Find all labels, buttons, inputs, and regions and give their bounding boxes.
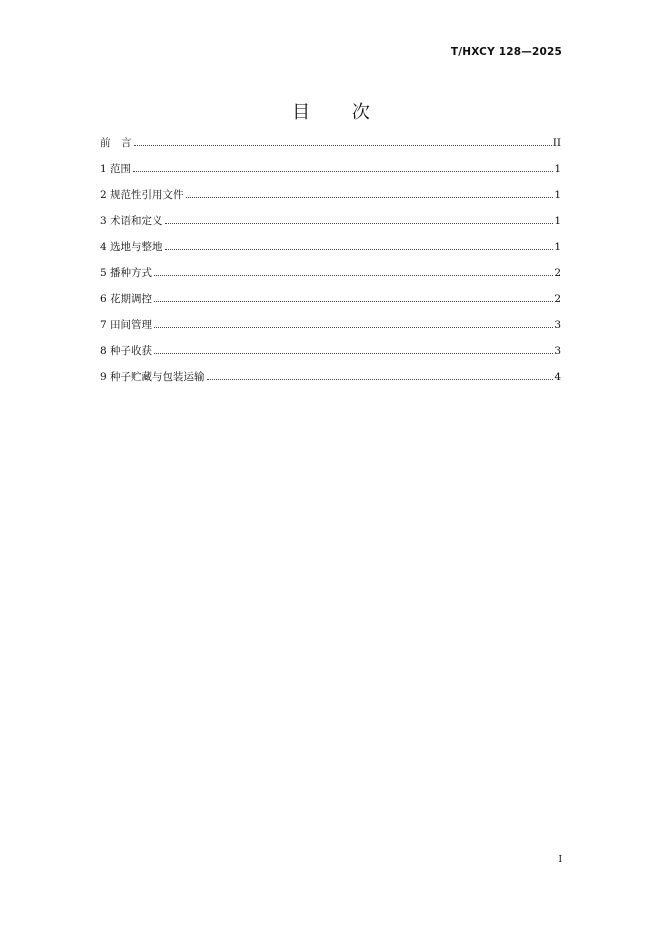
toc-entry-field-management[interactable] xyxy=(100,318,561,344)
toc-entry-seed-harvest[interactable] xyxy=(100,344,561,370)
toc-entry-label: 7 田间管理 xyxy=(100,319,153,331)
toc-entry-site-selection[interactable] xyxy=(100,240,561,266)
toc-entry-flowering-regulation[interactable] xyxy=(100,292,561,318)
toc-entry-page: 1 xyxy=(554,163,561,175)
toc-entry-label: 9 种子贮藏与包装运输 xyxy=(100,371,205,383)
toc-leader-dots xyxy=(154,353,553,354)
toc-entry-page: 1 xyxy=(554,241,561,253)
toc-entry-label: 6 花期调控 xyxy=(100,293,153,305)
toc-list xyxy=(100,136,561,396)
toc-entry-label: 3 术语和定义 xyxy=(100,215,163,227)
toc-entry-normative-references[interactable] xyxy=(100,188,561,214)
toc-entry-page: 2 xyxy=(554,293,561,305)
toc-entry-page: 3 xyxy=(554,319,561,331)
toc-leader-dots xyxy=(165,249,554,250)
toc-entry-foreword[interactable] xyxy=(100,136,561,162)
toc-leader-dots xyxy=(186,197,554,198)
toc-leader-dots xyxy=(133,171,553,172)
toc-entry-label: 2 规范性引用文件 xyxy=(100,189,184,201)
toc-entry-page: 1 xyxy=(554,189,561,201)
toc-leader-dots xyxy=(165,223,554,224)
toc-entry-page: II xyxy=(552,137,561,149)
toc-leader-dots xyxy=(154,301,553,302)
toc-title: 目 次 xyxy=(292,102,388,123)
toc-entry-label: 8 种子收获 xyxy=(100,345,153,357)
page-number: I xyxy=(558,855,562,865)
toc-leader-dots xyxy=(154,327,553,328)
toc-entry-label: 前 言 xyxy=(100,137,132,149)
toc-leader-dots xyxy=(207,379,554,380)
standard-code: T/HXCY 128—2025 xyxy=(450,46,562,58)
toc-leader-dots xyxy=(154,275,553,276)
toc-entry-terms-definitions[interactable] xyxy=(100,214,561,240)
toc-entry-page: 3 xyxy=(554,345,561,357)
toc-entry-sowing-method[interactable] xyxy=(100,266,561,292)
toc-entry-label: 4 选地与整地 xyxy=(100,241,163,253)
toc-entry-label: 1 范围 xyxy=(100,163,132,175)
toc-entry-storage-transport[interactable] xyxy=(100,370,561,396)
toc-entry-page: 1 xyxy=(554,215,561,227)
toc-entry-page: 2 xyxy=(554,267,561,279)
toc-entry-scope[interactable] xyxy=(100,162,561,188)
toc-leader-dots xyxy=(134,145,552,146)
toc-entry-page: 4 xyxy=(554,371,561,383)
toc-entry-label: 5 播种方式 xyxy=(100,267,153,279)
